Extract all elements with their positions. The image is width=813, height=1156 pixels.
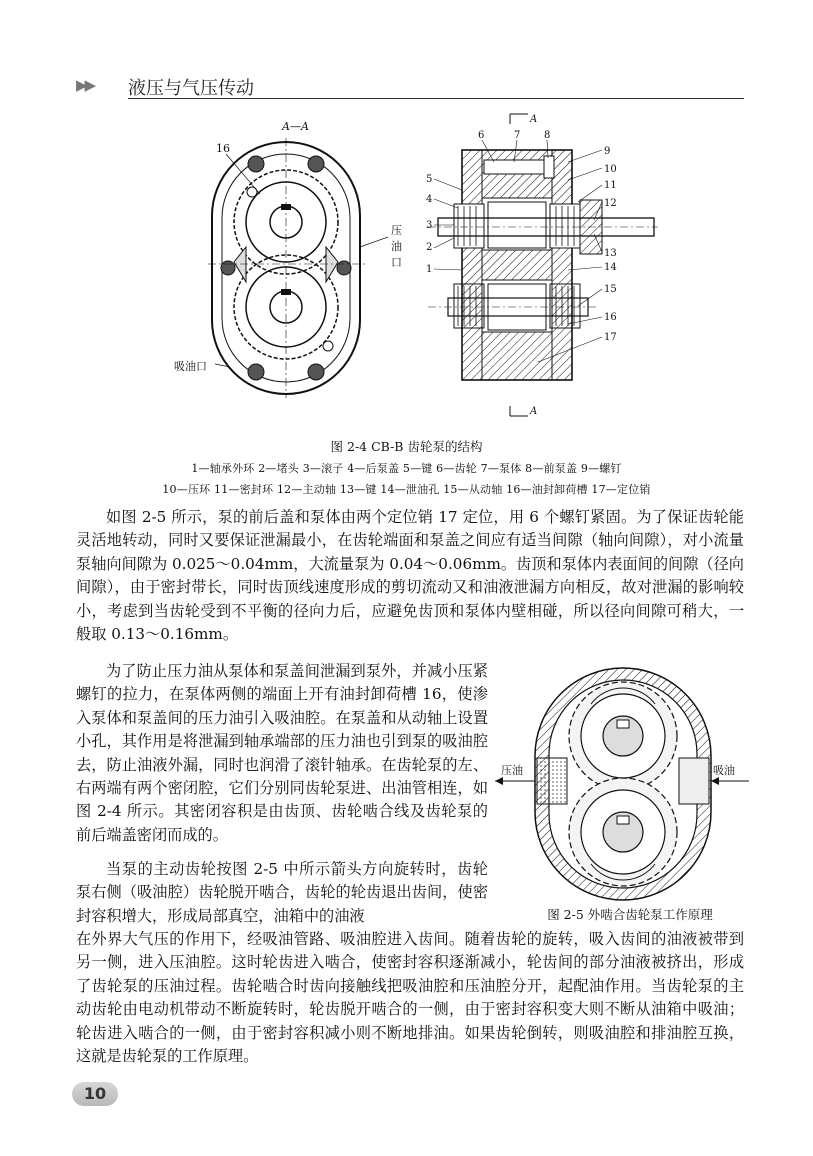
part-label: 12 [604, 198, 617, 209]
running-header [76, 72, 744, 102]
part-label: 4 [426, 194, 433, 205]
part-label: 13 [604, 248, 617, 259]
part-label: 8 [544, 130, 551, 141]
paragraph-3-part-b: 在外界大气压的作用下，经吸油管路、吸油腔进入齿间。随着齿轮的旋转，吸入齿间的油液被带到另一侧，进入压油腔。这时轮齿进入啮合，使密封容积逐渐减小，轮齿间的部分油液被挤出，形成了齿轮泵的压油过程。齿轮啮合时齿向接触线把吸油腔和压油腔分开，起配油作用。当齿轮泵的主动齿轮由电动机带动不断旋转时，轮齿脱开啮合的一侧，由于密封容积变大则不断从油箱中吸油；轮齿进入啮合的一侧，由于密封容积减小则不断地排油。如果齿轮倒转，则吸油腔和排油腔互换，这就是齿轮泵的工作原理。 [76, 930, 744, 1066]
header-arrows-icon: ▶▶ [76, 76, 94, 94]
part-label: 17 [604, 332, 617, 343]
label-16: 16 [216, 142, 230, 155]
figure-2-4-caption: 图 2-4 CB-B 齿轮泵的结构 [330, 439, 483, 454]
paragraph-3-part-a: 当泵的主动齿轮按图 2-5 中所示箭头方向旋转时，齿轮泵右侧（吸油腔）齿轮脱开啮合，齿轮的轮齿退出齿间，使密封容积增大，形成局部真空，油箱中的油液 [76, 860, 488, 925]
figure-2-4-longitudinal-view [418, 110, 664, 420]
part-label: 16 [604, 312, 617, 323]
figure-2-5-gear-pump [495, 664, 749, 904]
part-label: 14 [604, 262, 617, 273]
header-rule [128, 98, 744, 99]
press-port-char3: 口 [391, 256, 402, 269]
figure-2-4-legend-line1: 1—轴承外环 2—堵头 3—滚子 4—后泵盖 5—键 6—齿轮 7—泵体 8—前泵盖 9—螺钉 [191, 462, 622, 475]
header-title: 液压与气压传动 [128, 78, 254, 99]
press-port-char1: 压 [391, 224, 402, 237]
figure-2-4-legend-line2: 10—压环 11—密封环 12—主动轴 13—键 14—泄油孔 15—从动轴 16—油封卸荷槽 17—定位销 [162, 483, 651, 496]
figure-2-5-caption: 图 2-5 外啮合齿轮泵工作原理 [547, 907, 713, 922]
part-label: 1 [426, 264, 433, 275]
suction-port-label: 吸油口 [174, 360, 207, 373]
part-label: 7 [514, 130, 521, 141]
part-label: 10 [604, 164, 617, 175]
figure-2-4-section-view [160, 112, 410, 402]
page-number: 10 [72, 1082, 118, 1106]
paragraph-2: 为了防止压力油从泵体和泵盖间泄漏到泵外，并减小压紧螺钉的拉力，在泵体两侧的端面上开有油封卸荷槽 16，使渗入泵体和泵盖间的压力油引入吸油腔。在泵盖和从动轴上设置小孔，其作用是将泄漏到轴承端部的压力油也引到泵的吸油腔去，防止油液外漏，同时也润滑了滚针轴承。在齿轮泵的左、右两端有两个密闭腔，它们分别同齿轮泵进、出油管相连，如图 2-4 所示。其密闭容积是由齿顶、齿轮啮合线及齿轮泵的前后端盖密闭而成的。 [76, 662, 488, 844]
part-label: 6 [478, 130, 485, 141]
part-label: 2 [426, 242, 433, 253]
part-label: 15 [604, 284, 617, 295]
part-label: 3 [426, 220, 433, 231]
section-mark-bottom: A [530, 406, 538, 417]
section-label: A—A [282, 120, 309, 133]
part-label: 5 [426, 174, 433, 185]
part-label: 11 [604, 180, 617, 191]
press-port-char2: 油 [391, 240, 402, 253]
section-mark-top: A [530, 114, 538, 125]
press-oil-label: 压油 [501, 764, 523, 777]
paragraph-1: 如图 2-5 所示，泵的前后盖和泵体由两个定位销 17 定位，用 6 个螺钉紧固。为了保证齿轮能灵活地转动，同时又要保证泄漏最小，在齿轮端面和泵盖之间应有适当间隙（轴向间隙），对小流量泵轴向间隙为 0.025～0.04mm，大流量泵为 0.04～0.06mm。齿顶和泵体内表面间的间隙（径向间隙），由于密封带长，同时齿顶线速度形成的剪切流动又和油液泄漏方向相反，故对泄漏的影响较小，考虑到当齿轮受到不平衡的径向力后，应避免齿顶和泵体内壁相碰，所以径向间隙可稍大，一般取 0.13～0.16mm。 [76, 508, 744, 644]
part-label: 9 [604, 146, 611, 157]
suction-oil-label: 吸油 [713, 764, 735, 777]
